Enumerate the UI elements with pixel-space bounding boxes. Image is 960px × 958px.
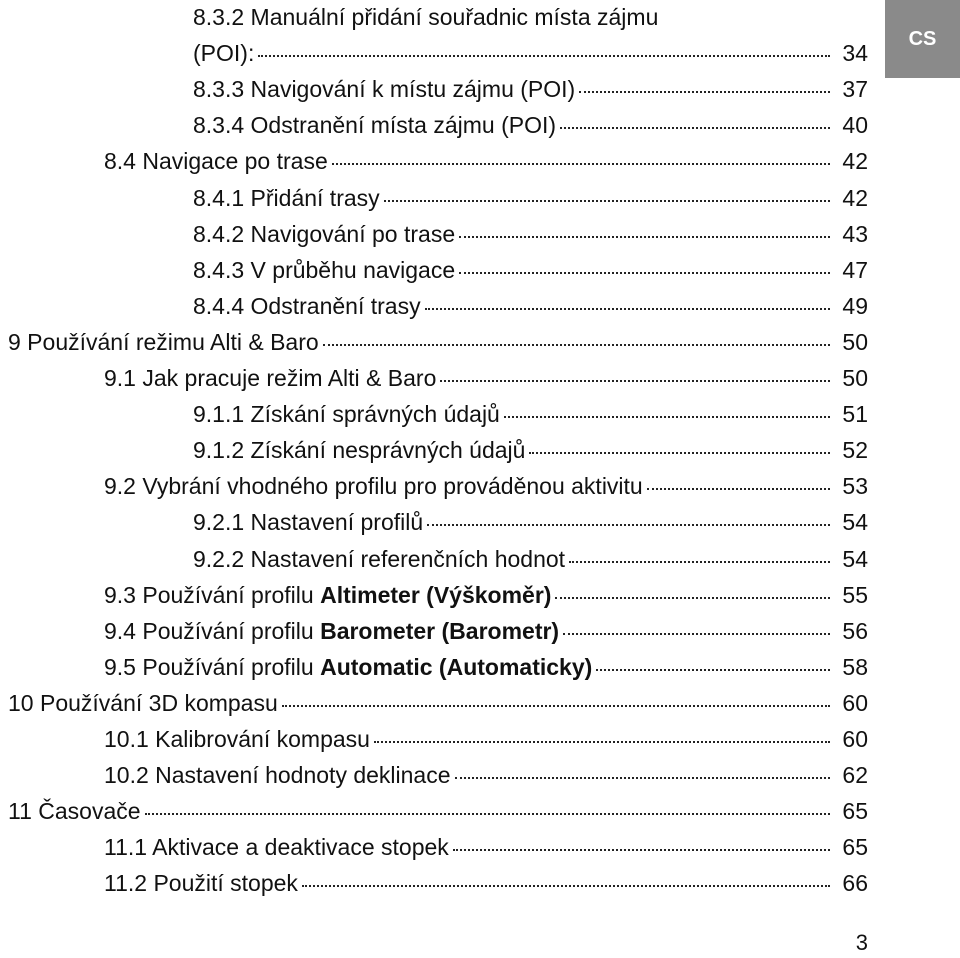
toc-entry[interactable]	[104, 760, 868, 790]
toc-entry-title: 10 Používání 3D kompasu	[8, 689, 278, 716]
toc-entry-page: 65	[842, 798, 868, 825]
toc-entry[interactable]	[8, 327, 868, 357]
toc-entry-title-bold: Altimeter (Výškoměr)	[320, 581, 552, 608]
toc-entry-title: (POI):	[193, 40, 255, 67]
toc-entry[interactable]	[193, 219, 868, 249]
toc-entry-title: 8.4.2 Navigování po trase	[193, 220, 456, 247]
toc-entry[interactable]	[193, 74, 868, 104]
toc-entry-title: 9.2 Vybrání vhodného profilu pro prováděnou aktivitu	[104, 473, 643, 500]
dot-leader	[455, 777, 830, 779]
dot-leader	[555, 597, 830, 599]
toc-entry[interactable]	[104, 363, 868, 393]
dot-leader	[425, 308, 830, 310]
toc-entry[interactable]	[8, 796, 868, 826]
dot-leader	[453, 849, 830, 851]
toc-entry-title: 9.2.2 Nastavení referenčních hodnot	[193, 545, 566, 572]
dot-leader	[323, 344, 830, 346]
toc-entry-page: 65	[842, 834, 868, 861]
language-tab-label: CS	[908, 27, 937, 50]
toc-entry-title: 8.4.1 Přidání trasy	[193, 184, 380, 211]
dot-leader	[440, 380, 830, 382]
dot-leader	[504, 416, 830, 418]
dot-leader	[302, 885, 830, 887]
toc-entry[interactable]	[193, 544, 868, 574]
toc-entry[interactable]	[104, 146, 868, 176]
dot-leader	[560, 127, 830, 129]
toc-entry[interactable]	[104, 616, 868, 646]
toc-entry[interactable]	[193, 435, 868, 465]
toc-entry-title: 8.4 Navigace po trase	[104, 148, 328, 175]
toc-entry-title: 11.1 Aktivace a deaktivace stopek	[104, 834, 449, 861]
dot-leader	[596, 669, 830, 671]
toc-entry[interactable]	[193, 507, 868, 537]
toc-entry[interactable]	[193, 399, 868, 429]
toc-entry-title: 8.4.4 Odstranění trasy	[193, 292, 421, 319]
toc-entry-page: 54	[842, 545, 868, 572]
dot-leader	[258, 55, 830, 57]
toc-entry-title: 11 Časovače	[8, 798, 141, 825]
toc-entry-title: 10.2 Nastavení hodnoty deklinace	[104, 762, 451, 789]
toc-entry-title: 9.2.1 Nastavení profilů	[193, 509, 424, 536]
toc-entry[interactable]	[104, 652, 868, 682]
page-number: 3	[855, 930, 868, 955]
dot-leader	[374, 741, 830, 743]
toc-entry-page: 50	[842, 328, 868, 355]
toc-entry-title: 9.1 Jak pracuje režim Alti & Baro	[104, 365, 437, 391]
toc-entry-page: 43	[842, 220, 868, 247]
toc-entry[interactable]	[193, 38, 868, 68]
toc-entry[interactable]	[193, 255, 868, 285]
toc-entry-title: 9.1.1 Získání správných údajů	[193, 401, 500, 428]
toc-entry[interactable]	[104, 580, 868, 610]
dot-leader	[145, 813, 830, 815]
toc-entry-page: 62	[842, 762, 868, 789]
toc-entry-title: 9 Používání režimu Alti & Baro	[8, 328, 319, 355]
toc-entry-title: 8.4.3 V průběhu navigace	[193, 256, 456, 283]
toc-entry-page: 37	[842, 76, 868, 103]
toc-entry-page: 55	[842, 581, 868, 608]
toc-entry-page: 40	[842, 112, 868, 139]
dot-leader	[459, 236, 830, 238]
toc-entry-page: 60	[842, 726, 868, 752]
toc-entry-page: 42	[842, 148, 868, 175]
dot-leader	[563, 633, 830, 635]
toc-entry-page: 51	[842, 401, 868, 428]
toc-entry-page: 34	[842, 40, 868, 67]
toc-entry[interactable]	[104, 832, 868, 862]
dot-leader	[647, 488, 830, 490]
toc-entry-title: 8.3.3 Navigování k místu zájmu (POI)	[193, 76, 576, 103]
toc-entry-title: 8.3.2 Manuální přidání souřadnic místa zájmu	[193, 4, 659, 30]
toc-entry-page: 52	[842, 437, 868, 464]
toc-entry-title: 11.2 Použití stopek	[104, 870, 298, 897]
toc-entry-title: 9.3 Používání profilu Altimeter (Výškoměr)	[104, 581, 552, 608]
toc-entry-page: 42	[842, 184, 868, 211]
toc-entry-page: 50	[842, 365, 868, 391]
toc-entry-title-bold: Automatic (Automaticky)	[320, 653, 593, 680]
toc-entry-page: 56	[842, 617, 868, 644]
dot-leader	[529, 452, 830, 454]
dot-leader	[282, 705, 830, 707]
toc-entry-page: 66	[842, 870, 868, 897]
toc-entry[interactable]	[8, 688, 868, 718]
toc-entry[interactable]	[193, 110, 868, 140]
toc-entry-title: 9.1.2 Získání nesprávných údajů	[193, 437, 526, 464]
toc-entry[interactable]	[104, 724, 868, 754]
dot-leader	[332, 163, 830, 165]
toc-entry-title-bold: Barometer (Barometr)	[320, 617, 560, 644]
toc-entry-title: 10.1 Kalibrování kompasu	[104, 726, 370, 752]
toc-entry[interactable]	[193, 183, 868, 213]
toc-entry[interactable]	[104, 471, 868, 501]
dot-leader	[427, 524, 830, 526]
dot-leader	[459, 272, 830, 274]
toc-entry-title: 8.3.4 Odstranění místa zájmu (POI)	[193, 112, 557, 139]
language-tab	[885, 0, 960, 78]
toc-entry[interactable]	[193, 2, 868, 32]
toc-entry-page: 53	[842, 473, 868, 500]
toc-entry-title: 9.5 Používání profilu Automatic (Automaticky)	[104, 653, 593, 680]
toc-entry-page: 60	[842, 689, 868, 716]
toc-entry-page: 58	[842, 653, 868, 680]
toc-entry-page: 49	[842, 292, 868, 319]
dot-leader	[569, 561, 830, 563]
dot-leader	[384, 200, 830, 202]
toc-entry-title: 9.4 Používání profilu Barometer (Barometr)	[104, 617, 560, 644]
toc-entry-page: 47	[842, 256, 868, 283]
dot-leader	[579, 91, 830, 93]
toc-entry[interactable]	[104, 868, 868, 898]
toc-entry-page: 54	[842, 509, 868, 536]
toc-entry[interactable]	[193, 291, 868, 321]
